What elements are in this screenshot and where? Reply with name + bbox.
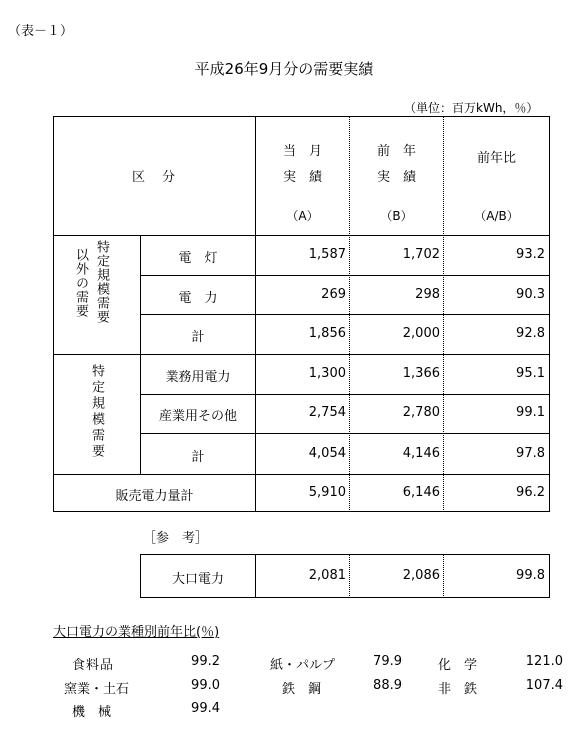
row-name: 電 灯 <box>178 251 218 266</box>
row-previous: 4,146 <box>402 446 440 461</box>
row-name: 大口電力 <box>171 572 224 587</box>
industry-name: 機 械 <box>72 705 112 720</box>
page-title: 平成26年9月分の需要実績 <box>194 60 374 78</box>
row-previous: 1,366 <box>402 366 440 381</box>
row-previous: 2,000 <box>402 326 440 341</box>
header-ratio: 前年比 <box>476 151 516 166</box>
row-name: 販売電力量計 <box>115 489 194 504</box>
header-current-sub: （A） <box>286 209 319 223</box>
group-label-non-specified-col1: 特定規模需要 <box>93 240 109 324</box>
row-name: 産業用その他 <box>158 409 237 424</box>
industry-value: 121.0 <box>525 654 563 669</box>
row-previous: 2,086 <box>402 568 440 583</box>
row-name: 業務用電力 <box>165 370 231 385</box>
header-previous-line2: 実 績 <box>376 170 416 185</box>
industry-name: 食料品 <box>72 658 115 673</box>
header-current-line1: 当 月 <box>282 144 322 159</box>
row-name: 計 <box>191 450 205 465</box>
row-ratio: 93.2 <box>516 247 545 262</box>
row-current: 269 <box>321 287 346 302</box>
industry-name: 鉄 鋼 <box>282 682 322 697</box>
row-previous: 2,780 <box>402 405 440 420</box>
industry-value: 99.4 <box>191 701 220 716</box>
row-current: 2,754 <box>308 405 346 420</box>
row-previous: 1,702 <box>402 247 440 262</box>
group-label-non-specified-col2: 以外の需要 <box>72 248 88 318</box>
row-current: 5,910 <box>308 485 346 500</box>
row-name: 電 力 <box>178 291 218 306</box>
header-current-line2: 実 績 <box>282 170 322 185</box>
row-ratio: 95.1 <box>516 366 545 381</box>
industry-name: 紙・パルプ <box>270 658 336 673</box>
header-category: 区 分 <box>131 170 177 185</box>
industry-value: 99.2 <box>191 654 220 669</box>
row-previous: 298 <box>415 287 440 302</box>
header-ratio-sub: （A/B） <box>474 209 519 223</box>
header-previous-line1: 前 年 <box>376 144 416 159</box>
header-previous-sub: （B） <box>380 209 413 223</box>
row-previous: 6,146 <box>402 485 440 500</box>
row-current: 1,300 <box>308 366 346 381</box>
industry-name: 非 鉄 <box>438 682 478 697</box>
reference-label: ［参 考］ <box>143 531 209 546</box>
industry-value: 107.4 <box>525 678 563 693</box>
group-label-specified: 特定規模需要 <box>88 364 104 460</box>
industry-value: 79.9 <box>373 654 402 669</box>
industry-name: 化 学 <box>438 658 478 673</box>
industry-name: 窯業・土石 <box>64 682 130 697</box>
industry-value: 99.0 <box>191 678 220 693</box>
row-ratio: 90.3 <box>516 287 545 302</box>
industry-value: 88.9 <box>373 678 402 693</box>
row-current: 2,081 <box>308 568 346 583</box>
row-name: 計 <box>191 330 205 345</box>
row-current: 1,587 <box>308 247 346 262</box>
row-ratio: 97.8 <box>516 446 545 461</box>
unit-label: （単位：百万kWh，％） <box>404 101 539 115</box>
row-ratio: 99.1 <box>516 405 545 420</box>
industry-title: 大口電力の業種別前年比(％) <box>53 625 220 640</box>
row-current: 4,054 <box>308 446 346 461</box>
row-ratio: 99.8 <box>516 568 545 583</box>
table-label: （表－１） <box>8 24 74 39</box>
row-ratio: 92.8 <box>516 326 545 341</box>
row-ratio: 96.2 <box>516 485 545 500</box>
row-current: 1,856 <box>308 326 346 341</box>
